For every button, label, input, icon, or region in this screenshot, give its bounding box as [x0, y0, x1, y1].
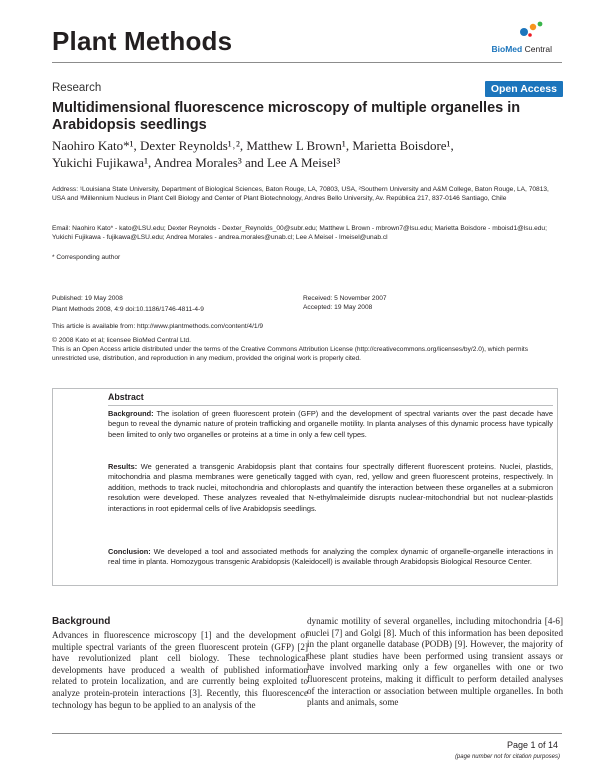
abstract-conclusion: Conclusion: We developed a tool and associated methods for analyzing the complex dynamic of organelle-organelle interactions in real time in planta. Homozygous transgenic Arabidopsis (Kaleidocell) is available through Arabidopsis Biological Resource Center. — [108, 547, 553, 567]
page-number-note: (page number not for citation purposes) — [454, 754, 560, 760]
abstract-rule — [108, 405, 553, 406]
corresponding-author-note: * Corresponding author — [52, 254, 121, 261]
authors-line-1: Naohiro Kato*¹, Dexter Reynolds¹˒², Matthew L Brown¹, Marietta Boisdore¹, — [52, 138, 454, 153]
background-heading: Background — [52, 616, 111, 627]
abstract-results: Results: We generated a transgenic Arabidopsis plant that contains four spectrally different fluorescent proteins. Nuclei, plastids, mitochondria and plasma membranes were genetically tagged with cyan, red, yellow and green fluorescent proteins, respectively. In addition, methods to track nuclei, mitochondria and chloroplasts and quantify the interaction between these organelles at a submicron resolution were developed. These analyzes revealed that N-ethylmaleimide disrupts nuclear-mitochondrial but not nuclear-plastids interactions in root epidermal cells of live Arabidopsis seedlings. — [108, 462, 553, 513]
license-text: This is an Open Access article distributed under the terms of the Creative Commons Attribution License (http://creativecommons.org/licenses/by/2.0), which permits unrestricted use, distribution, and reproduction in any medium, provided the original work is properly cited. — [52, 346, 529, 362]
copyright: © 2008 Kato et al; licensee BioMed Central Ltd. — [52, 337, 192, 344]
author-emails: Email: Naohiro Kato* - kato@LSU.edu; Dexter Reynolds - Dexter_Reynolds_00@subr.edu; Matthew L Brown - mbrown7@lsu.edu; Marietta Boisdore - mboisd1@lsu.edu; Yukichi Fujikawa - fujikawa@LSU.edu; Andrea Morales - andrea.morales@unab.cl; Lee A Meisel - lmeisel@unab.cl — [52, 225, 547, 241]
abstract-background: Background: The isolation of green fluorescent protein (GFP) and the development of spectral variants over the past decade have begun to reveal the dynamic nature of protein trafficking and organelle motility. In planta analyses of this dynamic process have typically been limited to only two organelles or proteins at a time in only a few cell types. — [108, 409, 553, 439]
article-title: Multidimensional fluorescence microscopy of multiple organelles in Arabidopsis seedlings — [52, 100, 521, 133]
publisher-name: BioMed Central — [491, 44, 552, 54]
open-access-badge: Open Access — [485, 81, 563, 97]
journal-title: Plant Methods — [52, 26, 233, 56]
publisher-logo — [490, 20, 552, 54]
accepted-date: Accepted: 19 May 2008 — [303, 304, 373, 311]
body-right-column: dynamic motility of several organelles, including mitochondria [4-6] nuclei [7] and Golgi [8]. Much of this information has been deposited in the plant organelle database (PODB) [9]. However, the majority of these plant studies have been performed using transient assays or have involved marking only a few organelles with one or two fluorescent proteins, making it difficult to perform detailed analyses of the interaction or association between multiple organelles. In both plants and animals, some — [307, 616, 563, 708]
footer-rule — [52, 733, 562, 734]
received-date: Received: 5 November 2007 — [303, 295, 387, 302]
abstract-heading: Abstract — [108, 392, 144, 402]
dates-info — [303, 294, 523, 312]
citation: Plant Methods 2008, 4:9 doi:10.1186/1746-4811-4-9 — [52, 306, 204, 313]
authors-line-2: Yukichi Fujikawa¹, Andrea Morales³ and Lee A Meisel³ — [52, 155, 341, 170]
copyright-block — [52, 336, 562, 363]
author-list — [52, 137, 562, 171]
affiliations: Address: ¹Louisiana State University, Department of Biological Sciences, Baton Rouge, LA, 70803, USA, ²Southern University and A&M College, Baton Rouge, LA, 70813, USA and ³Millennium Nucleus in Plant Cell Biology and Center of Plant Biotechnology, Andres Bello University, Av. República 217, 837-0146 Santiago, Chile — [52, 186, 549, 202]
publication-info — [52, 294, 292, 314]
header-rule — [52, 62, 562, 63]
published-date: Published: 19 May 2008 — [52, 295, 123, 302]
page-number: Page 1 of 14 — [506, 740, 558, 750]
article-section: Research — [52, 82, 102, 94]
body-left-column: Advances in fluorescence microscopy [1] and the development of multiple spectral variants of the green fluorescent protein (GFP) [2] have revolutionized plant cell biology. These technological developments have produced a wealth of published information related to protein localization, and are currently being exploited to analyze protein-protein interactions [3]. Recently, this fluorescence technology has begun to be applied to an analysis of the — [52, 630, 308, 710]
biomed-central-logo-icon — [518, 20, 546, 38]
article-url: This article is available from: http://www.plantmethods.com/content/4/1/9 — [52, 323, 264, 330]
